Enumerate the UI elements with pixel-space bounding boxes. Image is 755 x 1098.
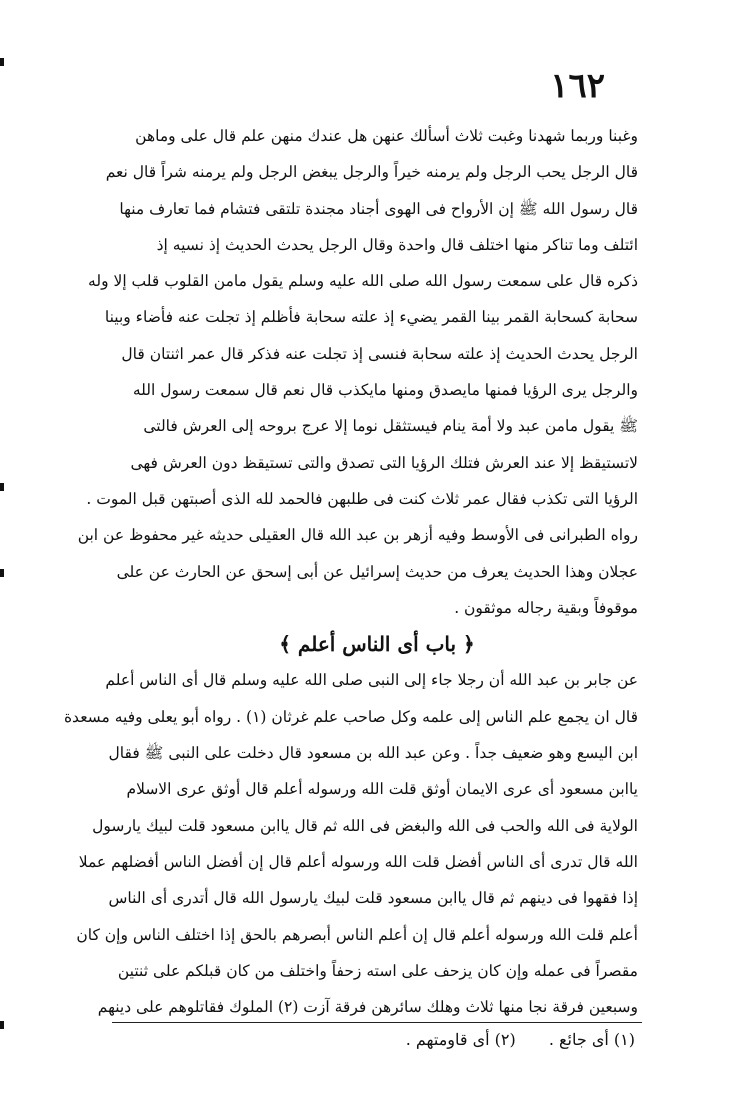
text-line: سحابة كسحابة القمر بينا القمر يضيء إذ علته سحابة فأظلم إذ تجلت عنه فأضاء وبينا	[104, 308, 638, 327]
text-line: وسبعين فرقة نجا منها ثلاث وهلك سائرهن فرقة آزت (٢) الملوك فقاتلوهم على دينهم	[97, 998, 638, 1017]
footnote: (١) أى جائع .	[548, 1030, 635, 1049]
text-line: قال ان يجمع علم الناس إلى علمه وكل صاحب علم غرثان (١) . رواه أبو يعلى وفيه مسعدة	[63, 707, 638, 726]
edge-mark	[0, 58, 4, 66]
edge-mark	[0, 1021, 4, 1029]
text-line: وغبنا وربما شهدنا وغبت ثلاث أسألك عنهن هل عندك منهن علم قال على وماهن	[135, 127, 638, 145]
text-line: إذا فقهوا فى دينهم ثم قال ياابن مسعود قلت لبيك يارسول الله قال أتدرى أى الناس	[108, 889, 638, 908]
text-line: ذكره قال على سمعت رسول الله صلى الله عليه وسلم يقول مامن القلوب قلب إلا وله	[88, 272, 638, 291]
text-line: قال رسول الله ﷺ إن الأرواح فى الهوى أجناد مجندة تلتقى فتشام فما تعارف منها	[119, 199, 638, 218]
text-line: الولاية فى الله والحب فى الله والبغض فى الله ثم قال ياابن مسعود قلت لبيك يارسول	[92, 816, 638, 835]
text-line: عن جابر بن عبد الله أن رجلا جاء إلى النبى صلى الله عليه وسلم قال أى الناس أعلم	[105, 671, 638, 690]
footnotes	[378, 1030, 635, 1049]
text-line: مقصراً فى عمله وإن كان يزحف على استه زحفاً واختلف من كان قبلكم على ثنتين	[117, 961, 638, 980]
text-line: رواه الطبرانى فى الأوسط وفيه أزهر بن عبد الله قال العقيلى حديثه غير محفوظ عن ابن	[77, 526, 638, 545]
text-line: الرجل يحدث الحديث إذ علته سحابة فنسى إذ تجلت عنه فذكر قال عمر اثنتان قال	[121, 344, 638, 363]
text-line: لاتستيقظ إلا عند العرش فتلك الرؤيا التى تصدق والتى تستيقظ دون العرش فهى	[130, 453, 638, 472]
chapter-heading: ﴿ باب أى الناس أعلم ﴾	[279, 632, 475, 657]
text-line: عجلان وهذا الحديث يعرف من حديث إسرائيل عن أبى إسحق عن الحارث عن على	[116, 562, 638, 581]
text-line: موقوفاً وبقية رجاله موثقون .	[454, 598, 638, 617]
text-line: ائتلف وما تناكر منها اختلف قال واحدة وقال الرجل يحدث الحديث إذ نسيه إذ	[156, 235, 638, 254]
text-line: ابن اليسع وهو ضعيف جداً . وعن عبد الله بن مسعود قال دخلت على النبى ﷺ فقال	[108, 744, 638, 763]
edge-mark	[0, 569, 4, 577]
text-line: الله قال تدرى أى الناس أفضل قلت الله ورسوله أعلم قال إن أفضل الناس أفضلهم عملا	[78, 852, 638, 871]
page-number: ١٦٢	[550, 66, 605, 106]
text-line: قال الرجل يحب الرجل ولم يرمنه خيراً والرجل يبغض الرجل ولم يرمنه شراً قال نعم	[105, 163, 638, 182]
footnote: (٢) أى قاومتهم .	[405, 1030, 516, 1049]
text-line: أعلم قلت الله ورسوله أعلم قال إن أعلم الناس أبصرهم بالحق إذا اختلف الناس وإن كان	[76, 925, 638, 944]
text-line: ﷺ يقول مامن عبد ولا أمة ينام فيستثقل نوما إلا عرج بروحه إلى العرش فالتى	[143, 417, 638, 436]
text-line: ياابن مسعود أى عرى الايمان أوثق قلت الله ورسوله أعلم قال أوثق عرى الاسلام	[126, 780, 638, 799]
main-text	[63, 118, 638, 1025]
text-line: الرؤيا التى تكذب فقال عمر ثلاث كنت فى طلبهن فالحمد لله الذى أصبتهن قبل الموت .	[86, 489, 638, 508]
text-line: والرجل يرى الرؤيا فمنها مايصدق ومنها مايكذب قال نعم قال سمعت رسول الله	[132, 381, 638, 400]
footnote-divider	[112, 1022, 642, 1023]
edge-mark	[0, 483, 4, 491]
